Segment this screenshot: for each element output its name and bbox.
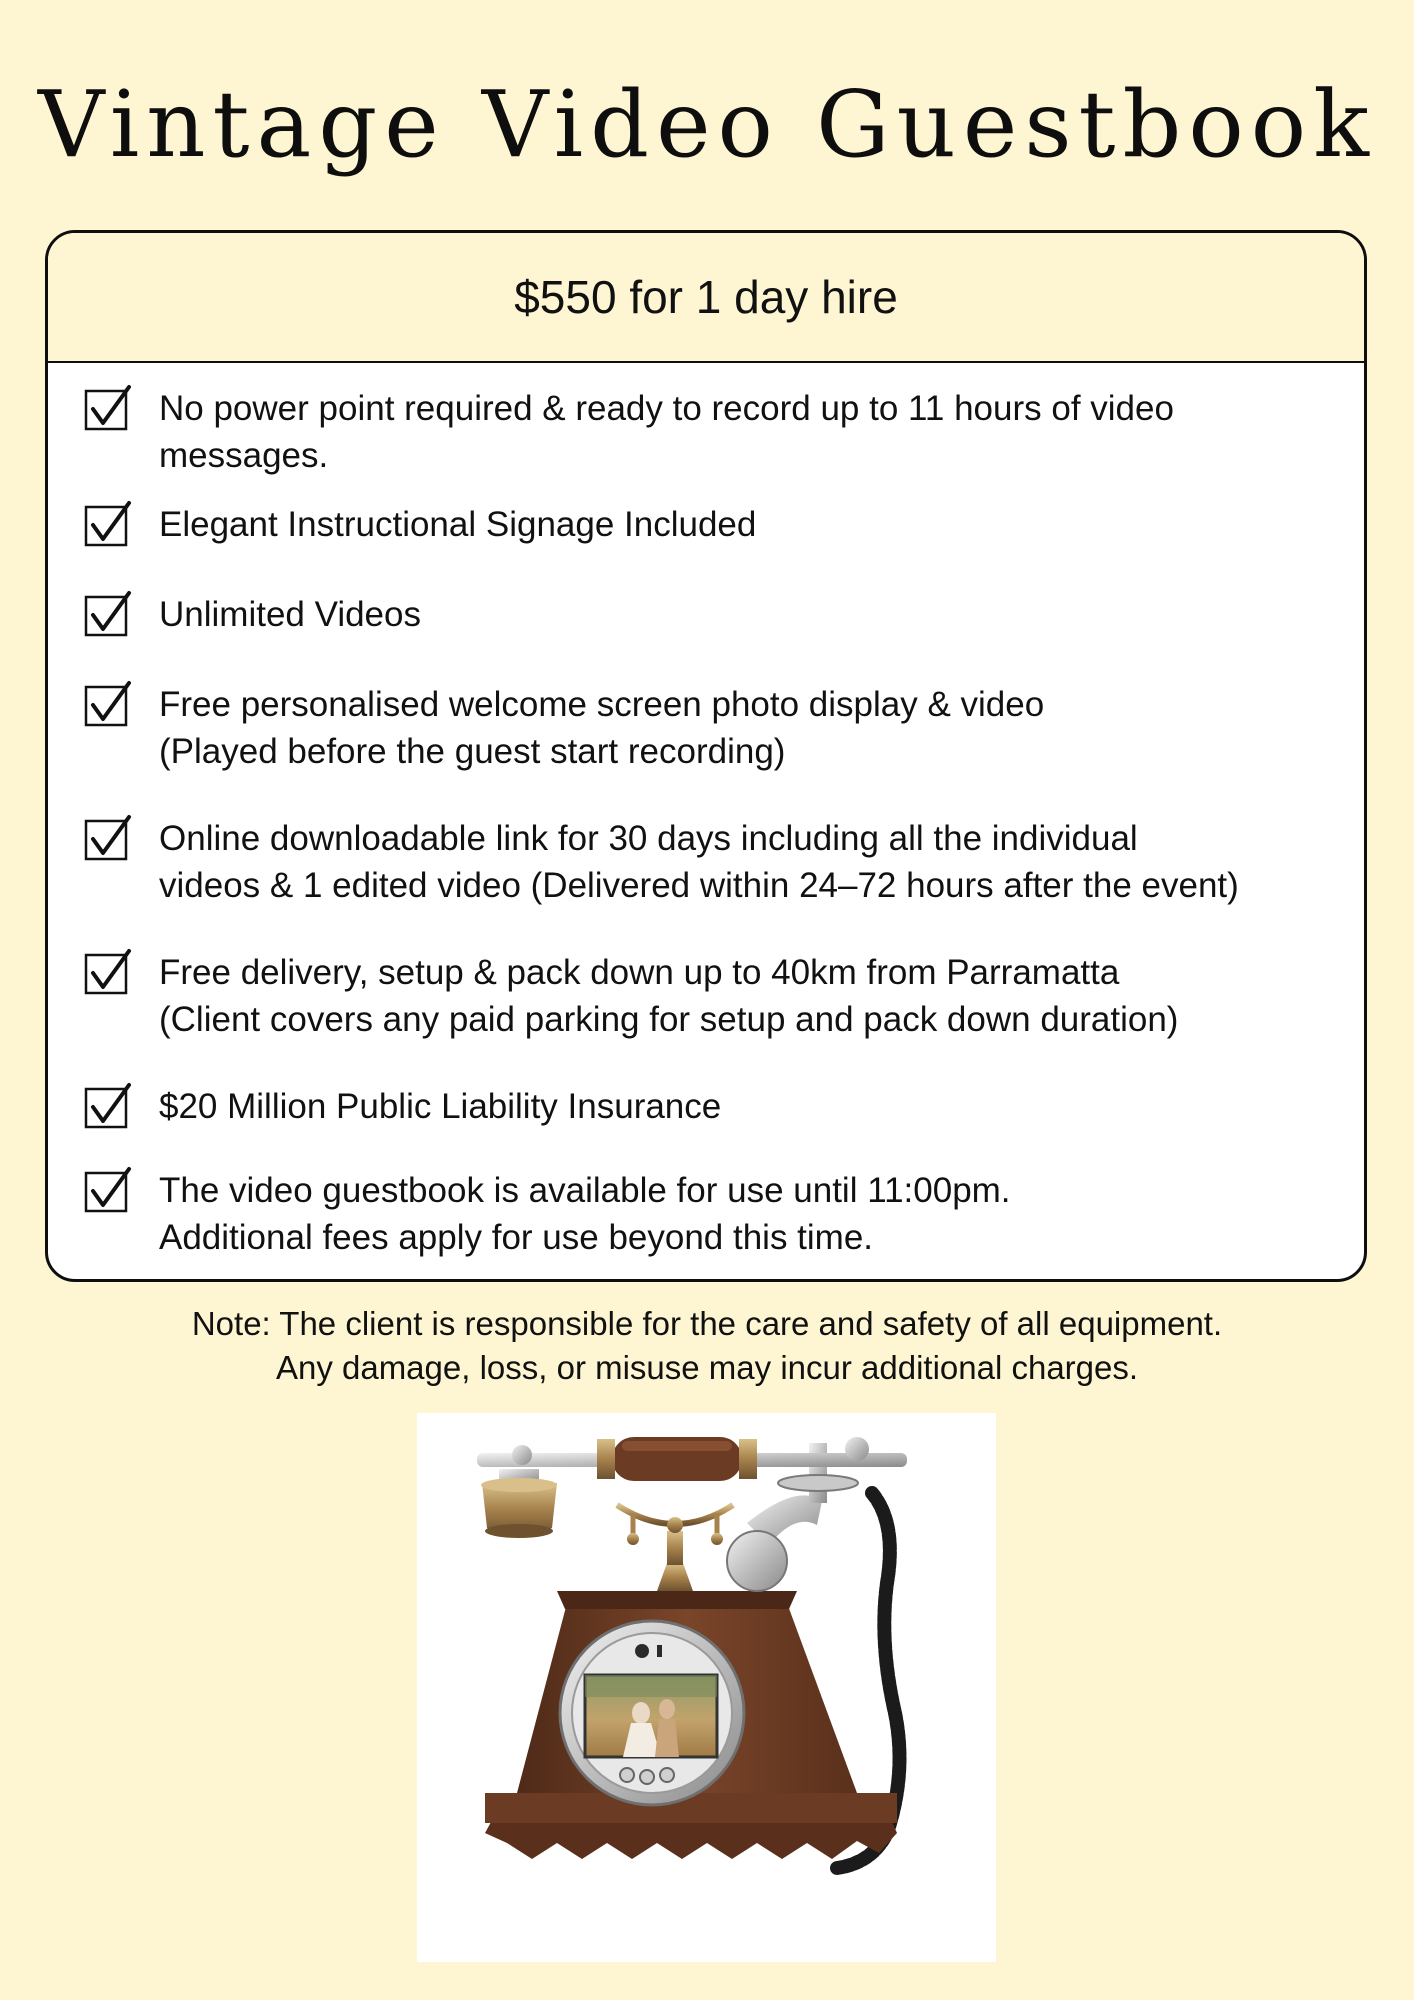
feature-line: videos & 1 edited video (Delivered within 24–72 hours after the event) (159, 866, 1239, 905)
product-photo (417, 1413, 996, 1962)
feature-text (159, 815, 1239, 909)
feature-item (83, 501, 1344, 549)
feature-line: The video guestbook is available for use until 11:00pm. (159, 1171, 1011, 1210)
feature-text (159, 1083, 721, 1130)
checkbox-checked-icon (83, 383, 133, 433)
pricing-card (45, 230, 1367, 1282)
price-header: $550 for 1 day hire (48, 233, 1364, 363)
feature-text (159, 385, 1174, 479)
feature-item (83, 385, 1344, 479)
care-note (0, 1302, 1414, 1390)
feature-line: Elegant Instructional Signage Included (159, 505, 757, 544)
checkbox-checked-icon (83, 813, 133, 863)
vintage-telephone-illustration (417, 1413, 996, 1962)
feature-text (159, 949, 1178, 1043)
feature-item (83, 681, 1344, 775)
feature-line: messages. (159, 436, 329, 475)
feature-item (83, 815, 1344, 909)
feature-line: Online downloadable link for 30 days including all the individual (159, 819, 1138, 858)
feature-line: Unlimited Videos (159, 595, 421, 634)
checkbox-checked-icon (83, 499, 133, 549)
feature-item (83, 1167, 1344, 1261)
feature-text (159, 591, 421, 638)
feature-line: (Played before the guest start recording) (159, 732, 786, 771)
checkbox-checked-icon (83, 679, 133, 729)
note-line: Any damage, loss, or misuse may incur additional charges. (275, 1349, 1139, 1386)
feature-text (159, 501, 756, 548)
feature-item (83, 1083, 1344, 1131)
feature-text (159, 1167, 1011, 1261)
feature-line: $20 Million Public Liability Insurance (159, 1087, 722, 1126)
feature-line: Additional fees apply for use beyond this time. (159, 1218, 874, 1257)
page-title: Vintage Video Guestbook (38, 71, 1376, 178)
feature-line: Free personalised welcome screen photo display & video (159, 685, 1045, 724)
feature-item (83, 591, 1344, 639)
feature-line: (Client covers any paid parking for setup and pack down duration) (159, 1000, 1179, 1039)
checkbox-checked-icon (83, 1081, 133, 1131)
feature-item (83, 949, 1344, 1043)
checkbox-checked-icon (83, 589, 133, 639)
checkbox-checked-icon (83, 947, 133, 997)
feature-line: No power point required & ready to record up to 11 hours of video (159, 389, 1174, 428)
checkbox-checked-icon (83, 1165, 133, 1215)
note-line: Note: The client is responsible for the care and safety of all equipment. (191, 1305, 1223, 1342)
feature-text (159, 681, 1044, 775)
feature-list (48, 363, 1364, 1281)
feature-line: Free delivery, setup & pack down up to 40km from Parramatta (159, 953, 1120, 992)
